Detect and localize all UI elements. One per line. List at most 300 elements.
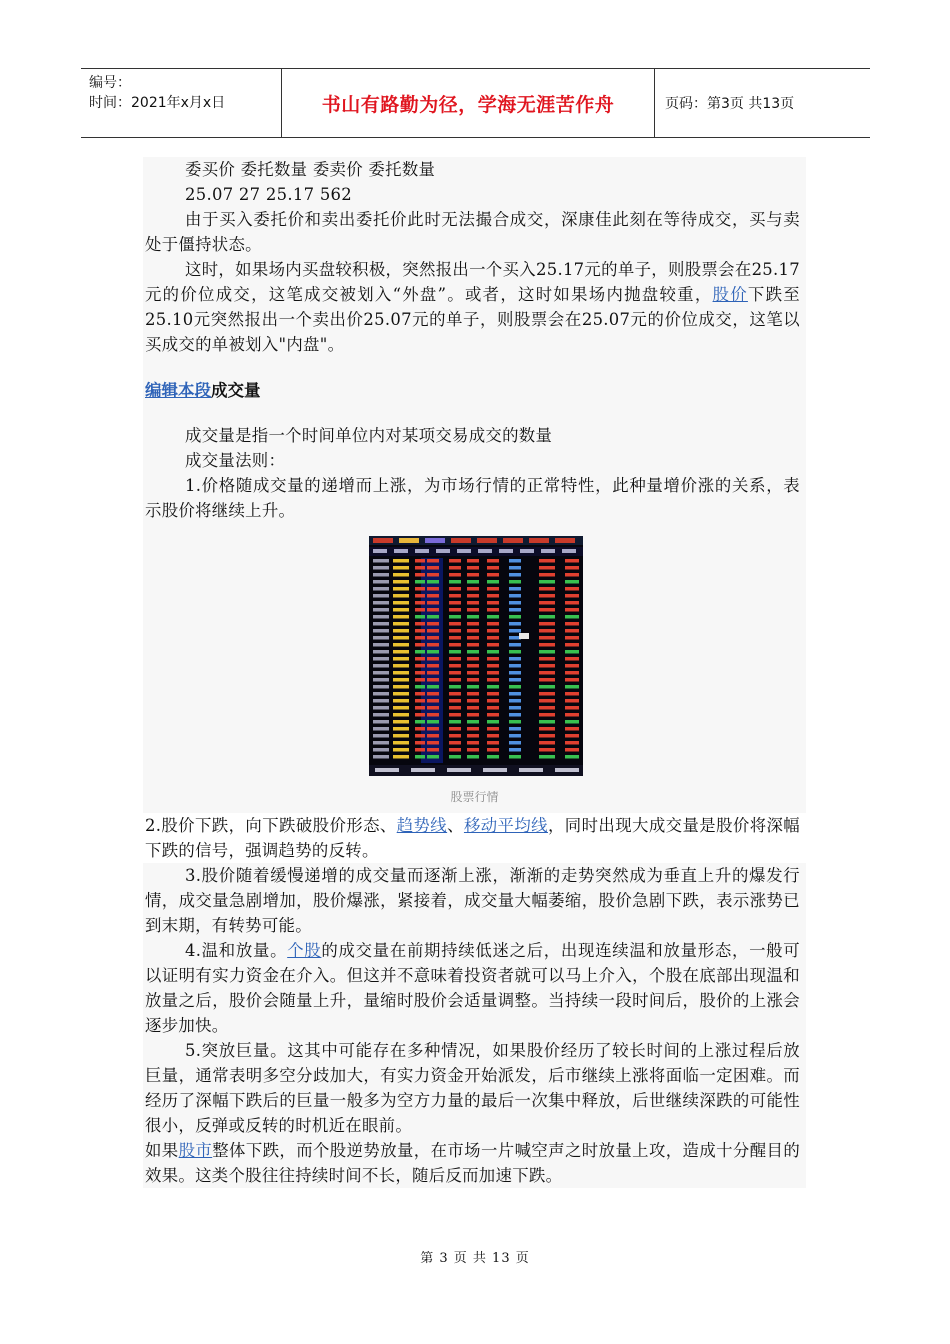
individual-stock-link[interactable]: 个股 [287,941,322,960]
header-meta-cell [81,69,282,137]
quote-cell-mark [393,573,409,577]
quote-cell-mark [509,713,521,717]
quote-cell-mark [467,741,479,745]
quote-cell-mark [373,748,389,752]
quote-cell-mark [509,734,521,738]
quote-cell-mark [487,706,499,710]
article-body [143,157,806,1188]
quote-cell-mark [467,748,479,752]
quote-cell-mark [539,601,555,605]
quote-cell-mark [449,692,461,696]
quote-cell-mark [467,734,479,738]
quote-cell-mark [467,559,479,563]
quote-cell-mark [449,608,461,612]
quote-cell-mark [427,692,439,696]
quote-cell-mark [467,671,479,675]
quote-cell-mark [487,685,499,689]
motto: 书山有路勤为径，学海无涯苦作舟 [282,69,655,137]
quote-cell-mark [509,608,521,612]
quote-cell-mark [393,699,409,703]
column-header-mark [541,549,555,553]
quote-cell-mark [565,657,579,661]
quote-cell-mark [565,594,579,598]
quote-cell-mark [427,587,439,591]
quote-cell-mark [393,650,409,654]
quote-cell-mark [427,566,439,570]
quote-cell-mark [393,727,409,731]
paragraph: 由于买入委托价和卖出委托价此时无法撮合成交，深康佳此刻在等待成交，买与卖处于僵持状态。 [145,210,800,254]
quote-cell-mark [539,657,555,661]
quote-cell-mark [487,643,499,647]
quote-cell-mark [393,594,409,598]
quote-cell-mark [393,580,409,584]
rule-4: 4.温和放量。个股的成交量在前期持续低迷之后，出现连续温和放量形态，一般可以证明有实力资金在介入。但这并不意味着投资者就可以马上介入，个股在底部出现温和放量之后，股价会随量上升，量缩时股价会适量调整。当持续一段时间后，股价的上涨会逐步加快。 [145,941,800,1035]
quote-cell-mark [509,664,521,668]
quote-cell-mark [427,594,439,598]
paragraph: 这时，如果场内买盘较积极，突然报出一个买入25.17元的单子，则股票会在25.17元的价位成交，这笔成交被划入“外盘”。或者，这时如果场内抛盘较重，股价下跌至25.10元突然报出一个卖出价25.07元的单子，则股票会在25.07元的价位成交，这笔以买成交的单被划入"内盘"。 [145,260,800,354]
quote-cell-mark [509,727,521,731]
quote-cell-mark [565,720,579,724]
rule-5: 5.突放巨量。这其中可能存在多种情况，如果股价经历了较长时间的上涨过程后放巨量，通常表明多空分歧加大，有实力资金开始派发，后市继续上涨将面临一定困难。而经历了深幅下跌后的巨量一般多为空方力量的最后一次集中释放，后世继续深跌的可能性很小，反弹或反转的时机近在眼前。 [145,1041,800,1135]
quote-cell-mark [427,601,439,605]
selection-box [519,633,529,639]
quote-cell-mark [449,678,461,682]
quote-cell-mark [487,699,499,703]
quote-cell-mark [393,608,409,612]
quote-cell-mark [415,657,425,661]
quote-cell-mark [393,678,409,682]
status-bar [369,765,583,776]
status-text-mark [483,768,507,772]
quote-cell-mark [393,671,409,675]
quote-cell-mark [415,580,425,584]
quote-cell-mark [565,573,579,577]
quote-cell-mark [393,748,409,752]
quote-cell-mark [393,755,409,759]
quote-cell-mark [427,678,439,682]
quote-cell-mark [427,608,439,612]
column-header-mark [478,549,492,553]
quote-cell-mark [539,643,555,647]
quote-cell-mark [467,573,479,577]
quote-cell-mark [373,587,389,591]
quote-cell-mark [449,615,461,619]
stock-price-link[interactable]: 股价 [712,285,748,304]
quote-cell-mark [373,671,389,675]
quote-cell-mark [509,748,521,752]
quote-cell-mark [427,636,439,640]
quote-cell-mark [427,650,439,654]
quote-cell-mark [373,657,389,661]
tab-mark [399,538,419,543]
quote-cell-mark [449,601,461,605]
quote-cell-mark [427,741,439,745]
quote-cell-mark [487,713,499,717]
quote-cell-mark [487,559,499,563]
quote-cell-mark [449,664,461,668]
quote-cell-mark [373,720,389,724]
quote-cell-mark [467,713,479,717]
quote-cell-mark [393,622,409,626]
quote-cell-mark [565,727,579,731]
quote-cell-mark [415,685,425,689]
quote-cell-mark [509,629,521,633]
rule-1: 1.价格随成交量的递增而上涨，为市场行情的正常特性，此种量增价涨的关系，表示股价将继续上升。 [145,476,800,520]
quote-cell-mark [393,664,409,668]
quote-cell-mark [539,622,555,626]
quote-cell-mark [565,706,579,710]
quote-cell-mark [373,566,389,570]
quote-cell-mark [393,706,409,710]
quote-cell-mark [393,566,409,570]
quote-cell-mark [539,671,555,675]
quote-cell-mark [467,678,479,682]
quote-cell-mark [539,650,555,654]
quote-cell-mark [373,727,389,731]
quote-cell-mark [509,706,521,710]
quote-cell-mark [415,692,425,696]
quote-cell-mark [393,629,409,633]
quote-cell-mark [449,713,461,717]
quote-cell-mark [449,629,461,633]
quote-cell-mark [509,678,521,682]
quote-cell-mark [415,643,425,647]
quote-cell-mark [487,650,499,654]
quote-cell-mark [373,573,389,577]
moving-average-link[interactable]: 移动平均线 [463,816,548,835]
quote-cell-mark [415,664,425,668]
quote-cell-mark [373,601,389,605]
quote-cell-mark [539,741,555,745]
quote-cell-mark [393,657,409,661]
quote-cell-mark [393,559,409,563]
quote-cell-mark [565,678,579,682]
quote-cell-mark [467,755,479,759]
quote-cell-mark [467,629,479,633]
quote-cell-mark [373,678,389,682]
quote-cell-mark [393,615,409,619]
stock-market-link[interactable]: 股市 [178,1141,213,1160]
quote-cell-mark [393,636,409,640]
quote-cell-mark [373,650,389,654]
status-text-mark [375,768,399,772]
quote-cell-mark [449,594,461,598]
document-header [81,68,870,138]
quote-cell-mark [509,699,521,703]
quote-cell-mark [509,755,521,759]
quote-cell-mark [415,573,425,577]
quote-cell-mark [427,615,439,619]
quote-cell-mark [427,720,439,724]
quote-cell-mark [509,650,521,654]
quote-cell-mark [415,706,425,710]
quote-cell-mark [427,664,439,668]
status-text-mark [519,768,543,772]
quote-cell-mark [487,615,499,619]
quote-cell-mark [565,629,579,633]
quote-cell-mark [467,692,479,696]
quote-cell-mark [509,615,521,619]
quote-cell-mark [427,755,439,759]
quote-cell-mark [415,678,425,682]
quote-cell-mark [509,580,521,584]
quote-cell-mark [393,587,409,591]
quote-cell-mark [487,664,499,668]
quote-cell-mark [565,713,579,717]
quote-cell-mark [467,699,479,703]
quote-cell-mark [487,755,499,759]
quote-cell-mark [565,650,579,654]
quote-cell-mark [509,594,521,598]
quote-cell-mark [467,566,479,570]
trendline-link[interactable]: 趋势线 [396,816,448,835]
quote-cell-mark [415,748,425,752]
quote-cell-mark [427,706,439,710]
quote-cell-mark [415,734,425,738]
quote-cell-mark [393,720,409,724]
quote-cell-mark [393,643,409,647]
quote-cell-mark [449,755,461,759]
column-header-mark [457,549,471,553]
quote-cell-mark [487,748,499,752]
quote-cell-mark [415,755,425,759]
status-text-mark [447,768,471,772]
quote-cell-mark [509,720,521,724]
quote-cell-mark [449,636,461,640]
quote-cell-mark [467,594,479,598]
quote-cell-mark [467,636,479,640]
quote-cell-mark [467,685,479,689]
quote-cell-mark [415,699,425,703]
quote-cell-mark [467,657,479,661]
column-header-mark [394,549,408,553]
quote-cell-mark [427,685,439,689]
quote-cell-mark [539,734,555,738]
quote-cell-mark [487,657,499,661]
quote-cell-mark [539,615,555,619]
quote-cell-mark [539,748,555,752]
quote-cell-mark [487,566,499,570]
quote-cell-mark [427,657,439,661]
quote-cell-mark [449,559,461,563]
quote-cell-mark [415,650,425,654]
figure [143,536,806,813]
quote-cell-mark [487,580,499,584]
tab-mark [425,538,445,543]
quote-cell-mark [427,559,439,563]
page-footer: 第 3 页 共 13 页 [420,1251,530,1266]
column-header-mark [415,549,429,553]
column-header-mark [373,549,387,553]
quote-cell-mark [467,580,479,584]
quote-cell-mark [539,706,555,710]
quote-cell-mark [565,671,579,675]
quote-cell-mark [509,671,521,675]
quote-cell-mark [487,678,499,682]
quote-cell-mark [487,601,499,605]
quote-cell-mark [565,622,579,626]
quote-cell-mark [449,685,461,689]
quote-cell-mark [373,615,389,619]
quote-cell-mark [373,608,389,612]
quote-cell-mark [487,608,499,612]
quote-cell-mark [427,671,439,675]
figure-caption: 股票行情 [450,790,499,804]
quote-cell-mark [539,713,555,717]
quote-cell-mark [373,692,389,696]
column-header-mark [436,549,450,553]
quote-cell-mark [565,755,579,759]
quote-cell-mark [565,664,579,668]
quote-table-head: 委买价 委托数量 委卖价 委托数量 [185,160,436,179]
quote-cell-mark [415,559,425,563]
column-header-mark [499,549,513,553]
id-label: 编号： [89,75,131,91]
quote-cell-mark [373,734,389,738]
quote-cell-mark [427,699,439,703]
quote-cell-mark [487,629,499,633]
quote-cell-mark [415,741,425,745]
quote-cell-mark [427,713,439,717]
quote-cell-mark [393,734,409,738]
quote-cell-mark [539,629,555,633]
quote-cell-mark [487,734,499,738]
quote-cell-mark [565,601,579,605]
quote-cell-mark [373,636,389,640]
quote-cell-mark [449,657,461,661]
quote-cell-mark [487,622,499,626]
quote-cell-mark [393,741,409,745]
quote-table-row: 25.07 27 25.17 562 [185,185,353,204]
quote-cell-mark [565,587,579,591]
quote-cell-mark [415,594,425,598]
quote-cell-mark [509,657,521,661]
quote-cell-mark [565,685,579,689]
quote-cell-mark [509,643,521,647]
screen-background [369,536,583,776]
quote-cell-mark [373,685,389,689]
quote-cell-mark [487,671,499,675]
quote-cell-mark [539,594,555,598]
quote-cell-mark [487,587,499,591]
tab-mark [555,538,575,543]
quote-cell-mark [415,566,425,570]
quote-cell-mark [467,622,479,626]
quote-cell-mark [509,573,521,577]
quote-cell-mark [449,580,461,584]
quote-cell-mark [449,706,461,710]
quote-cell-mark [467,615,479,619]
tab-mark [477,538,497,543]
quote-cell-mark [427,622,439,626]
quote-cell-mark [487,594,499,598]
quote-cell-mark [487,636,499,640]
quote-cell-mark [565,699,579,703]
quote-cell-mark [373,755,389,759]
quote-cell-mark [427,580,439,584]
quote-cell-mark [565,615,579,619]
quote-cell-mark [449,566,461,570]
quote-cell-mark [427,629,439,633]
quote-cell-mark [449,671,461,675]
quote-cell-mark [415,727,425,731]
quote-cell-mark [415,720,425,724]
quote-cell-mark [427,748,439,752]
page-label: 页码：第3页 共13页 [665,96,795,112]
quote-cell-mark [539,608,555,612]
quote-cell-mark [565,566,579,570]
quote-cell-mark [373,622,389,626]
quote-cell-mark [415,636,425,640]
date-label: 时间：2021年x月x日 [89,95,226,111]
rules-label: 成交量法则： [185,451,286,470]
quote-cell-mark [565,559,579,563]
quote-cell-mark [565,636,579,640]
quote-cell-mark [539,685,555,689]
section-heading [145,379,800,403]
tab-mark [529,538,549,543]
quote-cell-mark [415,615,425,619]
quote-cell-mark [415,608,425,612]
quote-cell-mark [539,699,555,703]
quote-cell-mark [415,622,425,626]
status-text-mark [555,768,579,772]
quote-cell-mark [393,685,409,689]
quote-cell-mark [565,608,579,612]
quote-cell-mark [565,748,579,752]
section-title: 成交量 [211,381,261,400]
quote-cell-mark [539,720,555,724]
stock-quote-image [369,536,583,776]
column-header-mark [562,549,576,553]
quote-cell-mark [373,629,389,633]
quote-cell-mark [415,713,425,717]
quote-cell-mark [539,573,555,577]
column-header-mark [520,549,534,553]
quote-cell-mark [415,587,425,591]
quote-cell-mark [539,636,555,640]
quote-cell-mark [565,741,579,745]
quote-cell-mark [393,692,409,696]
rule-2: 2.股价下跌，向下跌破股价形态、趋势线、移动平均线，同时出现大成交量是股价将深幅下跌的信号，强调趋势的反转。 [145,816,801,860]
quote-cell-mark [373,594,389,598]
quote-cell-mark [539,727,555,731]
quote-cell-mark [509,622,521,626]
quote-cell-mark [373,664,389,668]
quote-cell-mark [373,559,389,563]
tab-mark [373,538,393,543]
quote-cell-mark [487,741,499,745]
quote-cell-mark [415,629,425,633]
quote-cell-mark [539,587,555,591]
quote-cell-mark [467,664,479,668]
quote-cell-mark [539,755,555,759]
quote-cell-mark [427,643,439,647]
edit-section-link[interactable]: 编辑本段 [145,381,211,400]
quote-cell-mark [467,601,479,605]
quote-cell-mark [449,699,461,703]
quote-cell-mark [467,650,479,654]
quote-cell-mark [467,643,479,647]
quote-cell-mark [449,643,461,647]
quote-cell-mark [509,566,521,570]
quote-cell-mark [427,573,439,577]
quote-cell-mark [509,741,521,745]
quote-cell-mark [467,706,479,710]
quote-cell-mark [449,587,461,591]
quote-cell-mark [373,580,389,584]
quote-cell-mark [373,713,389,717]
